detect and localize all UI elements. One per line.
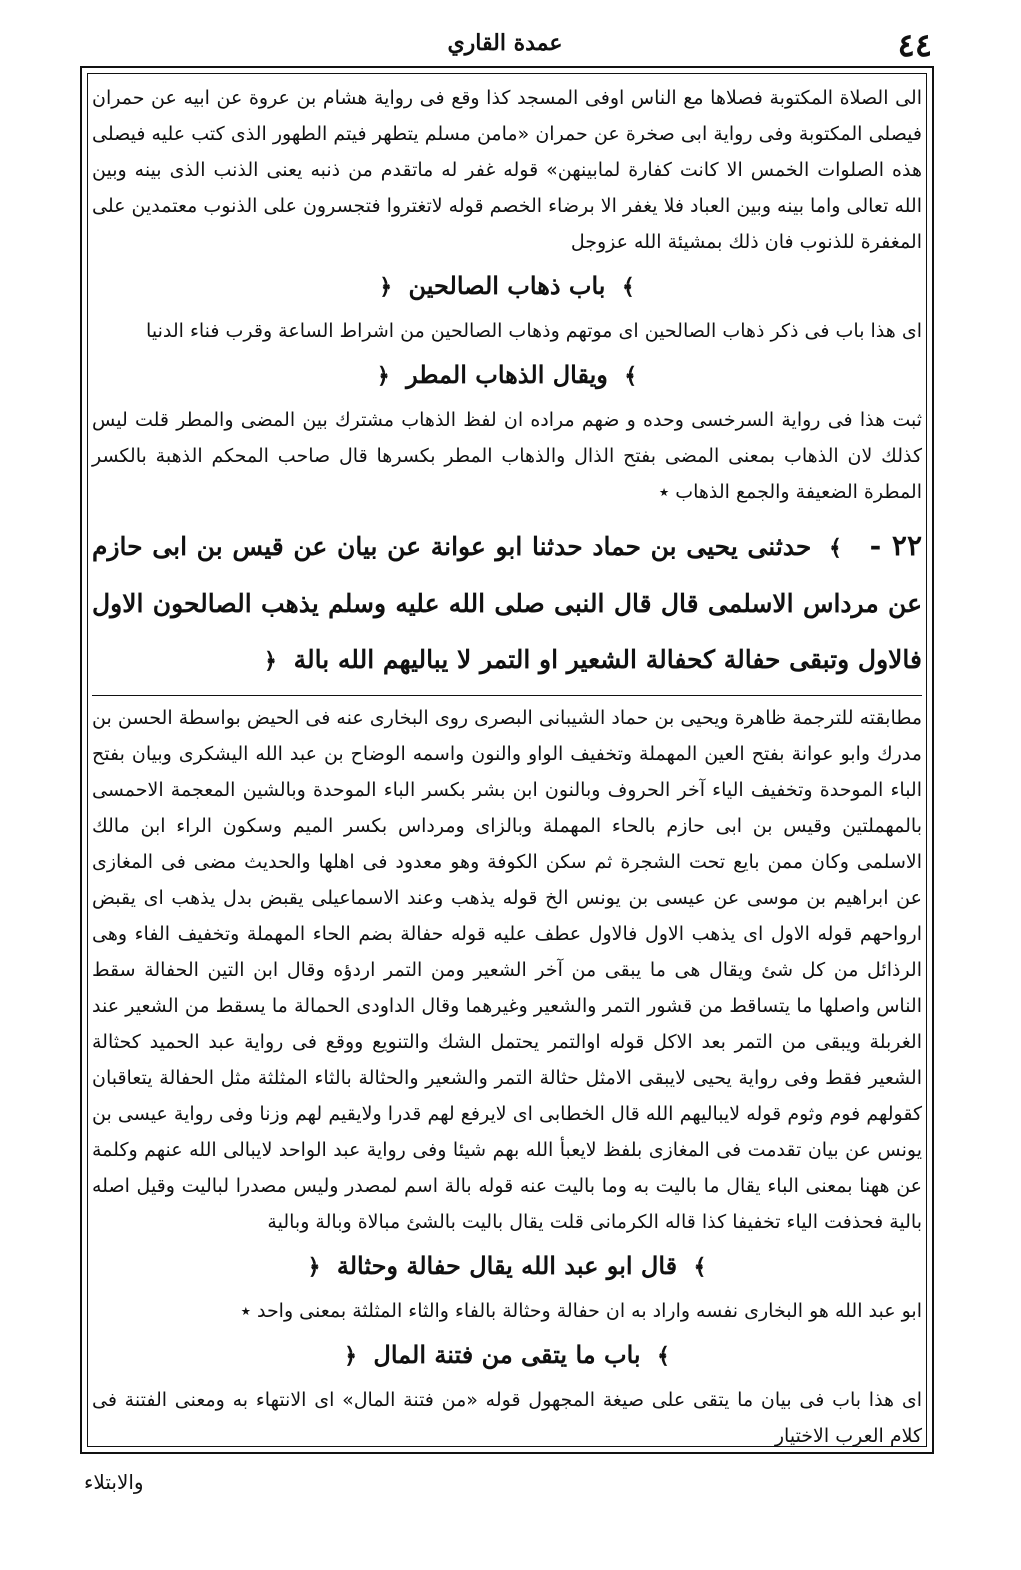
hadith-body: حدثنى يحيى بن حماد حدثنا ابو عوانة عن بيان عن قيس بن ابى حازم عن مرداس الاسلمى قال قال النبى صلى الله عليه وسلم يذهب الصالحون الاول فالاول وتبقى حفالة كحفالة الشعير او التمر لا يباليهم الله بالة xyxy=(92,532,922,674)
ornament-open-icon: ﴾ xyxy=(621,274,635,300)
ornament-open-icon: ﴾ xyxy=(656,1343,670,1369)
catchword: والابتلاء xyxy=(84,1470,144,1494)
ornament-close-icon: ﴿ xyxy=(263,648,277,674)
paragraph-commentary-3 xyxy=(92,402,922,510)
ornament-close-icon: ﴿ xyxy=(376,363,390,389)
paragraph-commentary-6: اى هذا باب فى بيان ما يتقى على صيغة المجهول قوله «من فتنة المال» اى الانتهاء به ومعنى الفتنة فى كلام العرب الاختيار xyxy=(92,1389,922,1447)
chapter-heading-departure-of-righteous xyxy=(92,264,922,309)
page-number: ٤٤ xyxy=(897,26,932,64)
subheading-abu-abdullah xyxy=(92,1244,922,1289)
subheading-text: قال ابو عبد الله يقال حفالة وحثالة xyxy=(336,1251,678,1280)
hadith-number: ٢٢ - xyxy=(869,529,922,562)
running-title: عمدة القاري xyxy=(447,30,563,56)
end-mark-icon: ٭ xyxy=(240,1300,251,1322)
paragraph-commentary-2: اى هذا باب فى ذكر ذهاب الصالحين اى موتهم وذهاب الصالحين من اشراط الساعة وقرب فناء الدنيا xyxy=(146,320,922,342)
subheading-text: ويقال الذهاب المطر xyxy=(406,360,608,389)
paragraph-commentary-5 xyxy=(92,1293,922,1329)
ornament-open-icon: ﴾ xyxy=(829,535,842,561)
chapter-heading-text: باب ما يتقى من فتنة المال xyxy=(373,1340,641,1369)
subheading-rain xyxy=(92,353,922,398)
ornament-close-icon: ﴿ xyxy=(307,1254,321,1280)
paragraph-commentary-1: الى الصلاة المكتوبة فصلاها مع الناس اوفى المسجد كذا وقع فى رواية هشام بن عروة عن ابيه عن حمران فيصلى المكتوبة وفى رواية ابى صخرة عن حمران «مامن مسلم يتطهر فيتم الطهور الذى كتب عليه فيصلى هذه الصلوات الخمس الا كانت كفارة لمابينهن» قوله غفر له ماتقدم من ذنبه يعنى الذنب الذى بينه وبين الله تعالى واما بينه وبين العباد فلا يغفر الا برضاء الخصم قوله لاتغتروا فتجسرون على الذنوب معتمدين على المغفرة للذنوب فان ذلك بمشيئة الله عزوجل xyxy=(92,87,922,253)
ornament-close-icon: ﴿ xyxy=(379,274,393,300)
chapter-heading-text: باب ذهاب الصالحين xyxy=(408,271,606,300)
section-divider xyxy=(92,695,922,696)
end-mark-icon: ٭ xyxy=(658,481,670,503)
paragraph-commentary-3-text: ثبت هذا فى رواية السرخسى وحده و ضهم مراده ان لفظ الذهاب مشترك بين المضى والمطر قلت ليس كذلك لان الذهاب بمعنى المضى بفتح الذال والذهاب المطر بكسرها قال صاحب المحكم الذهبة بالكسر المطرة الضعيفة والجمع الذهاب xyxy=(92,409,922,503)
ornament-close-icon: ﴿ xyxy=(344,1343,358,1369)
paragraph-commentary-5-text: ابو عبد الله هو البخارى نفسه واراد به ان حفالة وحثالة بالفاء والثاء المثلثة بمعنى واحد xyxy=(256,1300,922,1322)
chapter-heading-trial-of-wealth xyxy=(92,1333,922,1378)
page-header xyxy=(70,26,940,66)
ornament-open-icon: ﴾ xyxy=(693,1254,707,1280)
ornament-open-icon: ﴾ xyxy=(624,363,638,389)
page-content xyxy=(92,80,922,1454)
paragraph-commentary-4: مطابقته للترجمة ظاهرة ويحيى بن حماد الشيبانى البصرى روى البخارى عنه فى الحيض بواسطة الحسن بن مدرك وابو عوانة بفتح العين المهملة وتخفيف الواو والنون واسمه الوضاح بن عبد الله اليشكرى وبيان بفتح الباء الموحدة وتخفيف الياء آخر الحروف وبالنون ابن بشر بكسر الباء الموحدة وبالشين المعجمة الاحمسى بالمهملتين وقيس بن ابى حازم بالحاء المهملة وبالزاى ومرداس بكسر الميم وسكون الراء ابن مالك الاسلمى وكان ممن بايع تحت الشجرة ثم سكن الكوفة وهو معدود فى اهلها والحديث مضى فى المغازى عن ابراهيم بن موسى عن عيسى بن يونس الخ قوله يذهب وعند الاسماعيلى يقبض بدل يذهب اى يقبض ارواحهم قوله الاول اى يذهب الاول فالاول عطف عليه قوله حفالة بضم الحاء المهملة وتخفيف الفاء وهى الرذائل من كل شئ ويقال هى ما يبقى من آخر الشعير ومن التمر اردؤه وقال ابن التين الحفالة سقط الناس واصلها ما يتساقط من قشور التمر والشعير وغيرهما وقال الداودى الحمالة ما يسقط من الشعير عند الغربلة ويبقى من التمر بعد الاكل قوله اوالتمر يحتمل الشك والتنويع ووقع فى رواية عبد الحميد كحثالة الشعير فقط وفى رواية يحيى لايبقى الامثل حثالة التمر والشعير والحثالة بالثاء المثلثة مثل الحفالة يتعاقبان كقولهم فوم وثوم قوله لايباليهم الله قال الخطابى اى لايرفع لهم قدرا ولايقيم لهم وزنا وفى رواية عيسى بن يونس عن بيان تقدمت فى المغازى بلفظ لايعبأ الله بهم شيئا وفى رواية عبد الواحد لايبالى الله عنهم وكلمة عن ههنا بمعنى الباء يقال ما باليت به وما باليت عنه قوله بالة اسم لمصدر وليس مصدرا لباليت وقيل اصله بالية فحذفت الياء تخفيفا كذا قاله الكرمانى قلت يقال باليت بالشئ مبالاة وبالة وبالية xyxy=(92,707,922,1233)
hadith-text xyxy=(92,518,922,689)
